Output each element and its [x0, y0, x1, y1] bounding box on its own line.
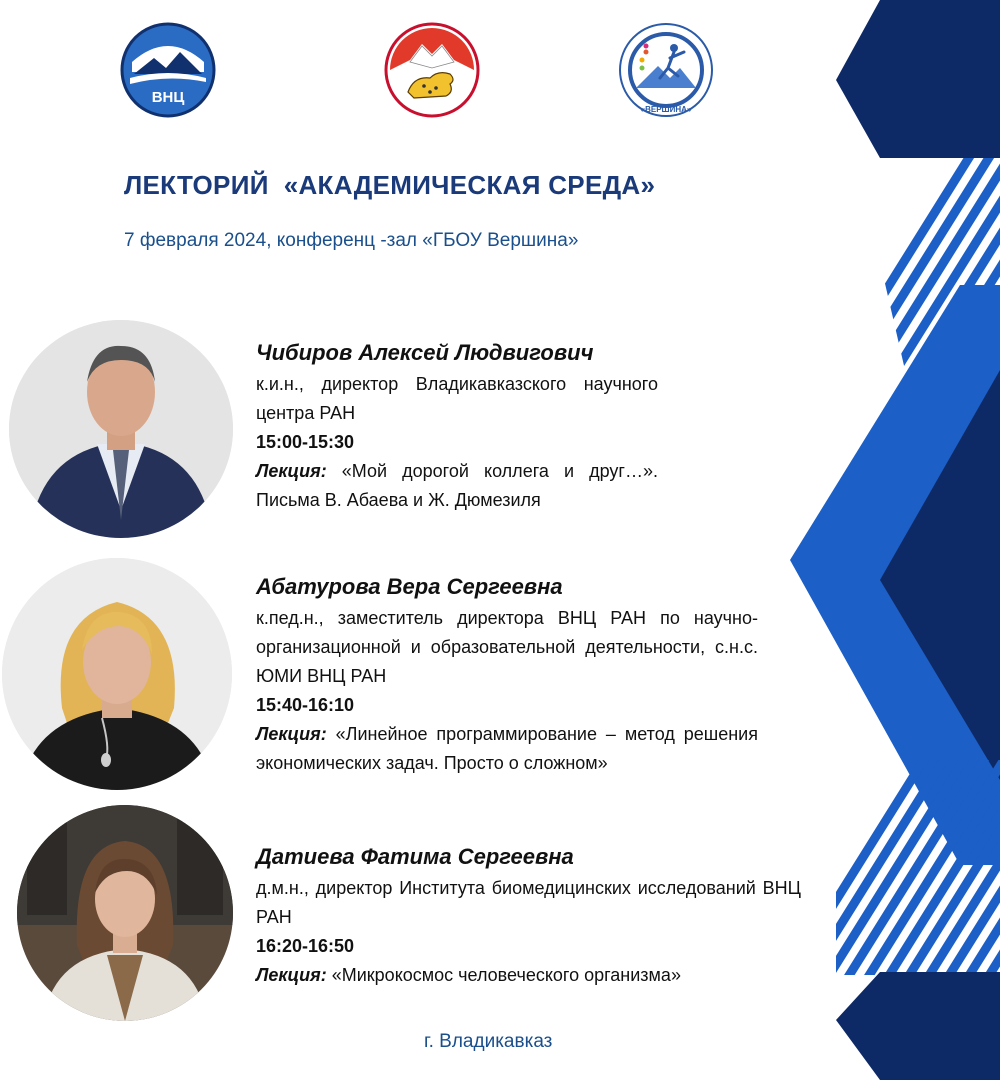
speaker-description: к.пед.н., заместитель директора ВНЦ РАН по научно-организационной и образовательной деятельности, с.н.с. ЮМИ ВНЦ РАН	[256, 608, 758, 686]
lecture-label: Лекция:	[256, 724, 327, 744]
speaker-name: Чибиров Алексей Людвигович	[256, 340, 594, 365]
speaker-name: Датиева Фатима Сергеевна	[256, 844, 574, 869]
page-title: ЛЕКТОРИЙ «АКАДЕМИЧЕСКАЯ СРЕДА»	[124, 170, 656, 200]
vnc-logo-label: ВНЦ	[151, 89, 185, 106]
footer-city: г. Владикавказ	[424, 1031, 553, 1052]
vershina-logo	[618, 22, 714, 118]
lecture-info	[256, 457, 658, 515]
speaker-card-datieva	[256, 844, 801, 990]
speaker-photo-datieva	[17, 805, 233, 1021]
vershina-logo-label: «ВЕРШИНА»	[640, 105, 692, 114]
lecture-title: «Линейное программирование – метод решения экономических задач. Просто о сложном»	[256, 724, 758, 773]
lecture-time: 16:20-16:50	[256, 936, 355, 956]
speaker-card-abaturova	[256, 574, 758, 778]
lecture-info	[256, 961, 801, 990]
lecture-time: 15:00-15:30	[256, 432, 355, 452]
lecture-title: «Мой дорогой коллега и друг…». Письма В. Абаева и Ж. Дюмезиля	[256, 461, 658, 510]
speaker-description: д.м.н., директор Института биомедицинских исследований ВНЦ РАН	[256, 878, 801, 927]
speaker-photo-abaturova	[2, 558, 232, 790]
event-date-venue: 7 февраля 2024, конференц -зал «ГБОУ Вершина»	[124, 230, 579, 251]
lecture-title: «Микрокосмос человеческого организма»	[331, 965, 681, 985]
speaker-card-chibirov	[256, 340, 658, 515]
lecture-label: Лекция:	[256, 965, 327, 985]
lecture-time: 15:40-16:10	[256, 695, 355, 715]
lecture-info	[256, 720, 758, 778]
lecture-label: Лекция:	[256, 461, 327, 481]
speaker-description: к.и.н., директор Владикавказского научного центра РАН	[256, 374, 658, 423]
speaker-name: Абатурова Вера Сергеевна	[256, 574, 563, 599]
speaker-photo-chibirov	[9, 320, 233, 538]
coat-of-arms-logo	[384, 22, 480, 118]
vnc-logo	[120, 22, 216, 118]
